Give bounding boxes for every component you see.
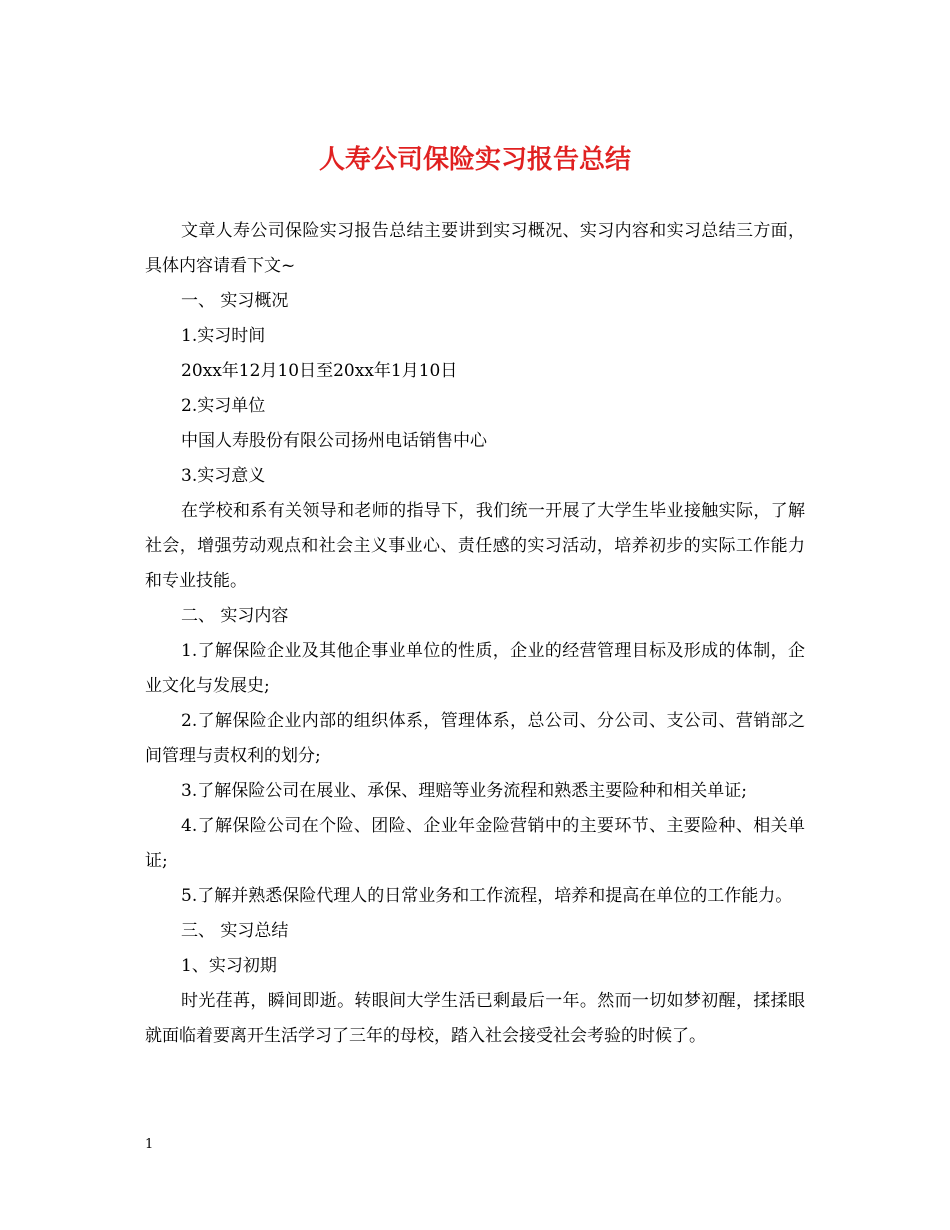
document-body [145,214,805,1054]
content-item-4: 4.了解保险公司在个险、团险、企业年金险营销中的主要环节、主要险种、相关单证; [145,816,805,871]
internship-unit-name: 中国人寿股份有限公司扬州电话销售中心 [181,431,487,451]
document-title: 人寿公司保险实习报告总结 [318,145,631,175]
subheading-internship-unit: 2.实习单位 [181,396,266,416]
section-heading-overview: 一、 实习概况 [181,291,289,311]
subheading-internship-time: 1.实习时间 [181,326,266,346]
subheading-internship-significance: 3.实习意义 [181,466,266,486]
section-heading-summary: 三、 实习总结 [181,921,289,941]
paragraph-early-internship: 时光荏苒，瞬间即逝。转眼间大学生活已剩最后一年。然而一切如梦初醒，揉揉眼就面临着要离开生活学习了三年的母校，踏入社会接受社会考验的时候了。 [145,991,805,1046]
content-item-1: 1.了解保险企业及其他企事业单位的性质，企业的经营管理目标及形成的体制，企业文化与发展史; [145,641,805,696]
content-item-5: 5.了解并熟悉保险代理人的日常业务和工作流程，培养和提高在单位的工作能力。 [181,886,793,906]
paragraph-intro: 文章人寿公司保险实习报告总结主要讲到实习概况、实习内容和实习总结三方面，具体内容请看下文~ [145,221,805,276]
page-number: 1 [145,1137,154,1152]
paragraph-significance: 在学校和系有关领导和老师的指导下，我们统一开展了大学生毕业接触实际，了解社会，增强劳动观点和社会主义事业心、责任感的实习活动，培养初步的实际工作能力和专业技能。 [145,501,805,591]
internship-dates: 20xx年12月10日至20xx年1月10日 [181,361,458,381]
subheading-early-internship: 1、实习初期 [181,956,277,976]
content-item-3: 3.了解保险公司在展业、承保、理赔等业务流程和熟悉主要险种和相关单证; [181,781,747,801]
section-heading-content: 二、 实习内容 [181,606,289,626]
content-item-2: 2.了解保险企业内部的组织体系，管理体系，总公司、分公司、支公司、营销部之间管理与责权利的划分; [145,711,805,766]
